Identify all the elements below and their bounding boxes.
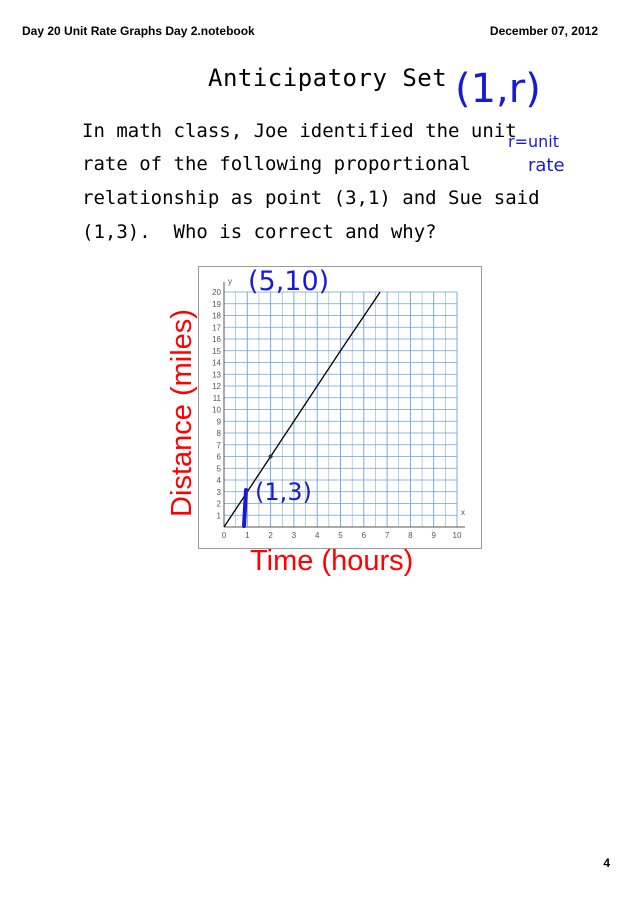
y-tick-label: 9	[216, 417, 221, 427]
y-tick-label: 18	[212, 311, 221, 321]
handwritten-note-line1: r=unit	[508, 132, 559, 151]
y-axis-label-box	[158, 290, 200, 536]
x-axis-letter: x	[461, 508, 465, 517]
y-tick-label: 5	[216, 464, 221, 474]
x-tick-label: 10	[452, 531, 462, 540]
y-tick-label: 19	[212, 299, 221, 309]
y-tick-label: 7	[216, 440, 221, 450]
y-tick-label: 6	[216, 452, 221, 462]
y-tick-label: 11	[212, 393, 221, 403]
x-tick-label: 5	[338, 531, 343, 540]
question-line-2: rate of the following proportional	[82, 153, 471, 175]
y-axis-label: Distance (miles)	[166, 309, 198, 517]
y-tick-label: 12	[212, 382, 221, 391]
y-tick-label: 13	[212, 370, 221, 380]
y-tick-label: 3	[216, 487, 221, 497]
coordinate-graph	[198, 266, 482, 549]
notebook-title: Day 20 Unit Rate Graphs Day 2.notebook	[22, 24, 255, 38]
x-tick-label: 4	[314, 531, 320, 540]
y-tick-label: 15	[212, 346, 221, 356]
x-axis-label: Time (hours)	[250, 545, 414, 577]
question-line-3: relationship as point (3,1) and Sue said	[82, 187, 540, 209]
handwritten-endpoint-label: (5,10)	[248, 266, 330, 297]
y-tick-label: 20	[212, 288, 221, 297]
x-tick-label: 3	[291, 531, 297, 540]
y-tick-label: 2	[216, 499, 221, 509]
notebook-date: December 07, 2012	[489, 24, 598, 38]
y-axis-letter: y	[228, 277, 232, 286]
y-tick-label: 14	[212, 358, 221, 368]
x-tick-label: 8	[408, 531, 413, 540]
y-tick-label: 17	[212, 323, 221, 333]
y-tick-label: 1	[216, 511, 221, 521]
x-tick-label: 1	[245, 531, 250, 540]
x-tick-label: 0	[221, 531, 227, 540]
handwritten-note-line2: rate	[528, 155, 565, 176]
y-tick-label: 10	[212, 405, 221, 415]
x-tick-label: 7	[384, 531, 390, 540]
y-tick-label: 16	[212, 335, 221, 344]
y-tick-label: 4	[216, 476, 221, 485]
y-tick-label: 8	[216, 429, 221, 438]
question-line-4: (1,3). Who is correct and why?	[82, 221, 437, 243]
line-chart	[199, 267, 481, 548]
x-tick-label: 9	[431, 531, 436, 540]
page-title: Anticipatory Set	[208, 64, 448, 92]
x-tick-label: 6	[361, 531, 367, 540]
x-tick-label: 2	[268, 531, 273, 540]
page-number: 4	[603, 856, 610, 870]
data-point	[269, 455, 273, 459]
question-line-1: In math class, Joe identified the unit	[82, 120, 517, 142]
handwritten-unit-rate-point: (1,r)	[455, 66, 541, 112]
handwritten-point-label: (1,3)	[255, 478, 312, 506]
